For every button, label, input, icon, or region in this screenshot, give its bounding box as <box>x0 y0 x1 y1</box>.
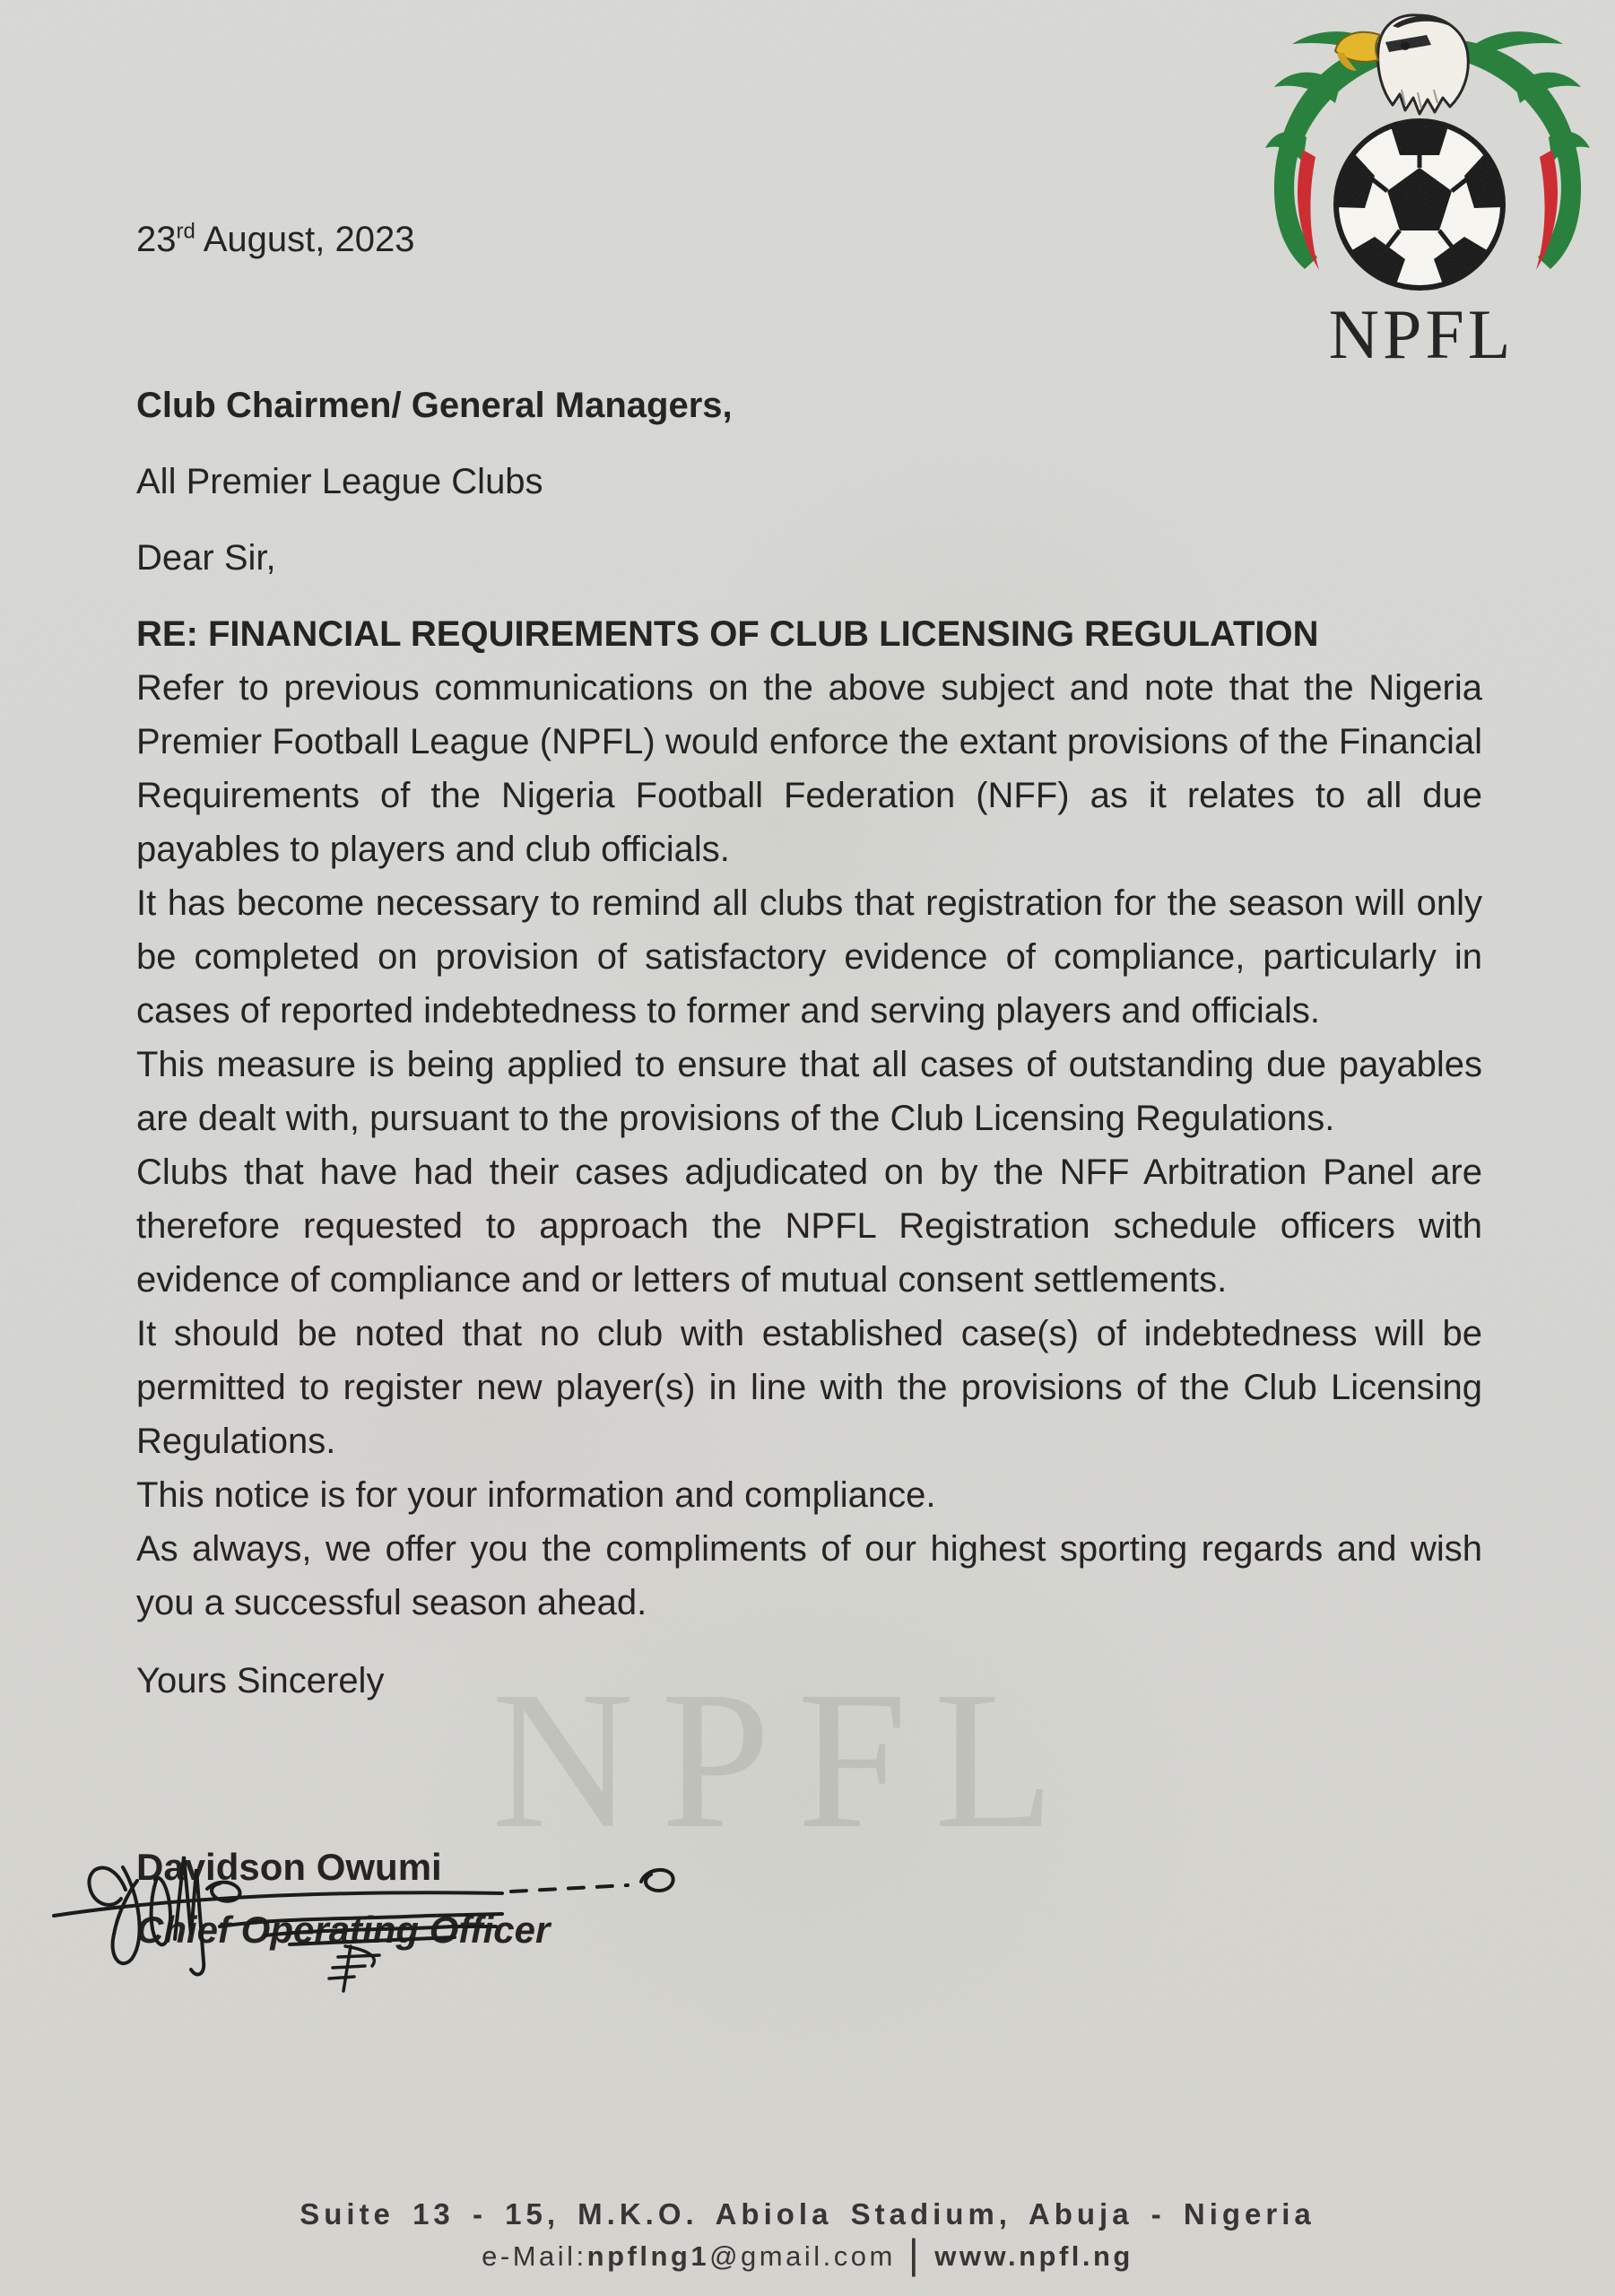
letter-footer <box>0 2196 1615 2277</box>
salutation: Dear Sir, <box>136 538 276 578</box>
letter-date <box>136 213 1482 266</box>
body-paragraph: Refer to previous communications on the above subject and note that the Nigeria Premier Football League (NPFL) would enforce the extant provisions of the Financial Requirements of the Nigeria Football Federation (NFF) as it relates to all due payables to players and club officials. <box>136 668 1482 869</box>
date-rest: August, 2023 <box>195 220 415 259</box>
email-label: e-Mail: <box>482 2240 587 2272</box>
email-user: npflng1 <box>586 2240 710 2272</box>
valediction: Yours Sincerely <box>136 1661 385 1700</box>
website-text: www.npfl.ng <box>934 2240 1133 2272</box>
recipient-line-1: Club Chairmen/ General Managers, <box>136 386 733 425</box>
body-paragraph: As always, we offer you the compliments of our highest sporting regards and wish you a successful season ahead. <box>136 1529 1482 1622</box>
letter-content <box>0 213 1615 1957</box>
signatory-title: Chief Operating Officer <box>136 1909 551 1951</box>
body-paragraph: It has become necessary to remind all clubs that registration for the season will only be completed on provision of satisfactory evidence of compliance, particularly in cases of reported indebtedness to former and serving players and officials. <box>136 883 1482 1031</box>
email-domain: @gmail.com <box>709 2240 896 2272</box>
date-day: 23 <box>136 220 177 259</box>
footer-separator: | <box>907 2231 923 2277</box>
body-paragraph: This measure is being applied to ensure that all cases of outstanding due payables are dealt with, pursuant to the provisions of the Club Licensing Regulations. <box>136 1045 1482 1138</box>
logo-wordmark: NPFL <box>1328 295 1515 373</box>
recipient-line-2: All Premier League Clubs <box>136 462 543 501</box>
npfl-watermark: NPFL <box>491 1650 1081 1869</box>
body-paragraph: It should be noted that no club with established case(s) of indebtedness will be permitted to register new player(s) in line with the provisions of the Club Licensing Regulations. <box>136 1314 1482 1461</box>
body-paragraph: Clubs that have had their cases adjudicated on by the NFF Arbitration Panel are therefore requested to approach the NPFL Registration schedule officers with evidence of compliance and or letters of mutual consent settlements. <box>136 1152 1482 1300</box>
body-paragraph: This notice is for your information and compliance. <box>136 1475 936 1515</box>
subject-line: RE: FINANCIAL REQUIREMENTS OF CLUB LICENSING REGULATION <box>136 614 1319 654</box>
signatory-name: Davidson Owumi <box>136 1846 442 1888</box>
signature <box>49 1849 713 2015</box>
date-ordinal: rd <box>176 219 195 244</box>
footer-contacts <box>0 2231 1615 2277</box>
footer-address: Suite 13 - 15, M.K.O. Abiola Stadium, Abuja - Nigeria <box>300 2197 1315 2231</box>
